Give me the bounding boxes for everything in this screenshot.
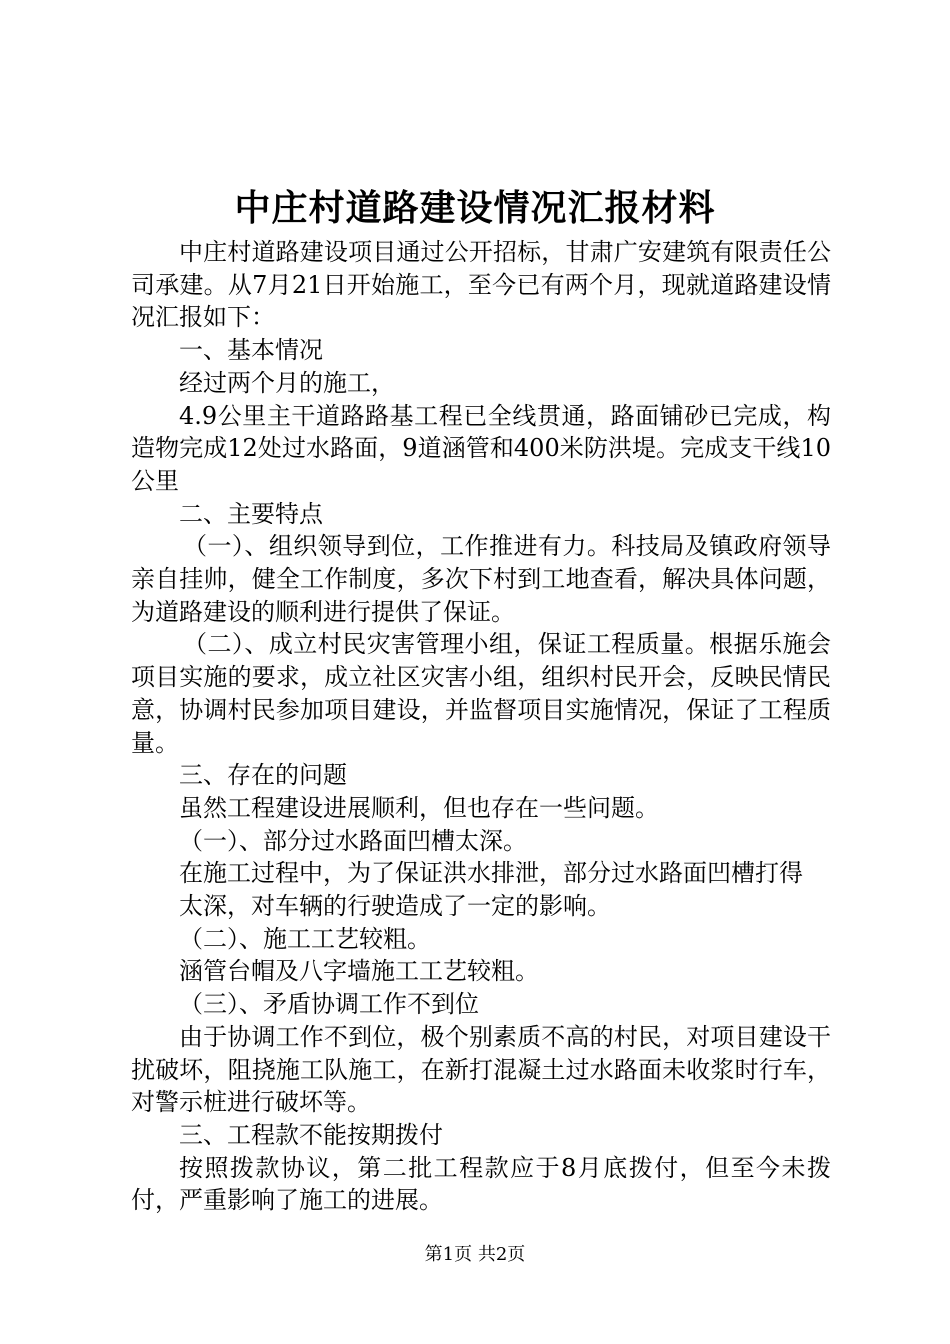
subheading-problem-1: （一）、部分过水路面凹槽太深。 (179, 826, 527, 855)
paragraph-feature-1: （一）、组织领导到位，工作推进有力。科技局及镇政府领导亲自挂帅，健全工作制度，多次下村到工地查看，解决具体问题，为道路建设的顺利进行提供了保证。 (131, 532, 831, 626)
heading-main-features: 二、主要特点 (179, 499, 323, 528)
paragraph-feature-2: （二）、成立村民灾害管理小组，保证工程质量。根据乐施会项目实施的要求，成立社区灾害小组，组织村民开会，反映民情民意，协调村民参加项目建设，并监督项目实施情况，保证了工程质量。 (131, 630, 831, 757)
paragraph-problem-1b: 太深，对车辆的行驶造成了一定的影响。 (179, 892, 611, 921)
paragraph-intro: 中庄村道路建设项目通过公开招标，甘肃广安建筑有限责任公司承建。从7月21日开始施工，至今已有两个月，现就道路建设情况汇报如下： (131, 238, 831, 332)
subheading-problem-2: （二）、施工工艺较粗。 (179, 924, 431, 953)
heading-problems: 三、存在的问题 (179, 761, 347, 790)
paragraph-payment: 按照拨款协议，第二批工程款应于8月底拨付，但至今未拨付，严重影响了施工的进展。 (131, 1153, 831, 1215)
paragraph-basic-1: 经过两个月的施工， (179, 368, 395, 397)
subheading-problem-3: （三）、矛盾协调工作不到位 (179, 990, 479, 1019)
paragraph-problem-1a: 在施工过程中，为了保证洪水排泄，部分过水路面凹槽打得 (179, 859, 803, 888)
paragraph-problems-intro: 虽然工程建设进展顺利，但也存在一些问题。 (179, 793, 659, 822)
paragraph-problem-2: 涵管台帽及八字墙施工工艺较粗。 (179, 957, 539, 986)
heading-payment: 三、工程款不能按期拨付 (179, 1120, 443, 1149)
paragraph-basic-2: 4.9公里主干道路路基工程已全线贯通，路面铺砂已完成，构造物完成12处过水路面，9道涵管和400米防洪堤。完成支干线10公里 (131, 401, 831, 495)
heading-basic-situation: 一、基本情况 (179, 336, 323, 365)
page-footer: 第1页 共2页 (424, 1244, 526, 1265)
document-title: 中庄村道路建设情况汇报材料 (234, 187, 716, 229)
document-body (131, 236, 831, 1217)
paragraph-problem-3: 由于协调工作不到位，极个别素质不高的村民，对项目建设干扰破坏，阻挠施工队施工，在新打混凝土过水路面未收浆时行车，对警示桩进行破坏等。 (131, 1022, 831, 1117)
